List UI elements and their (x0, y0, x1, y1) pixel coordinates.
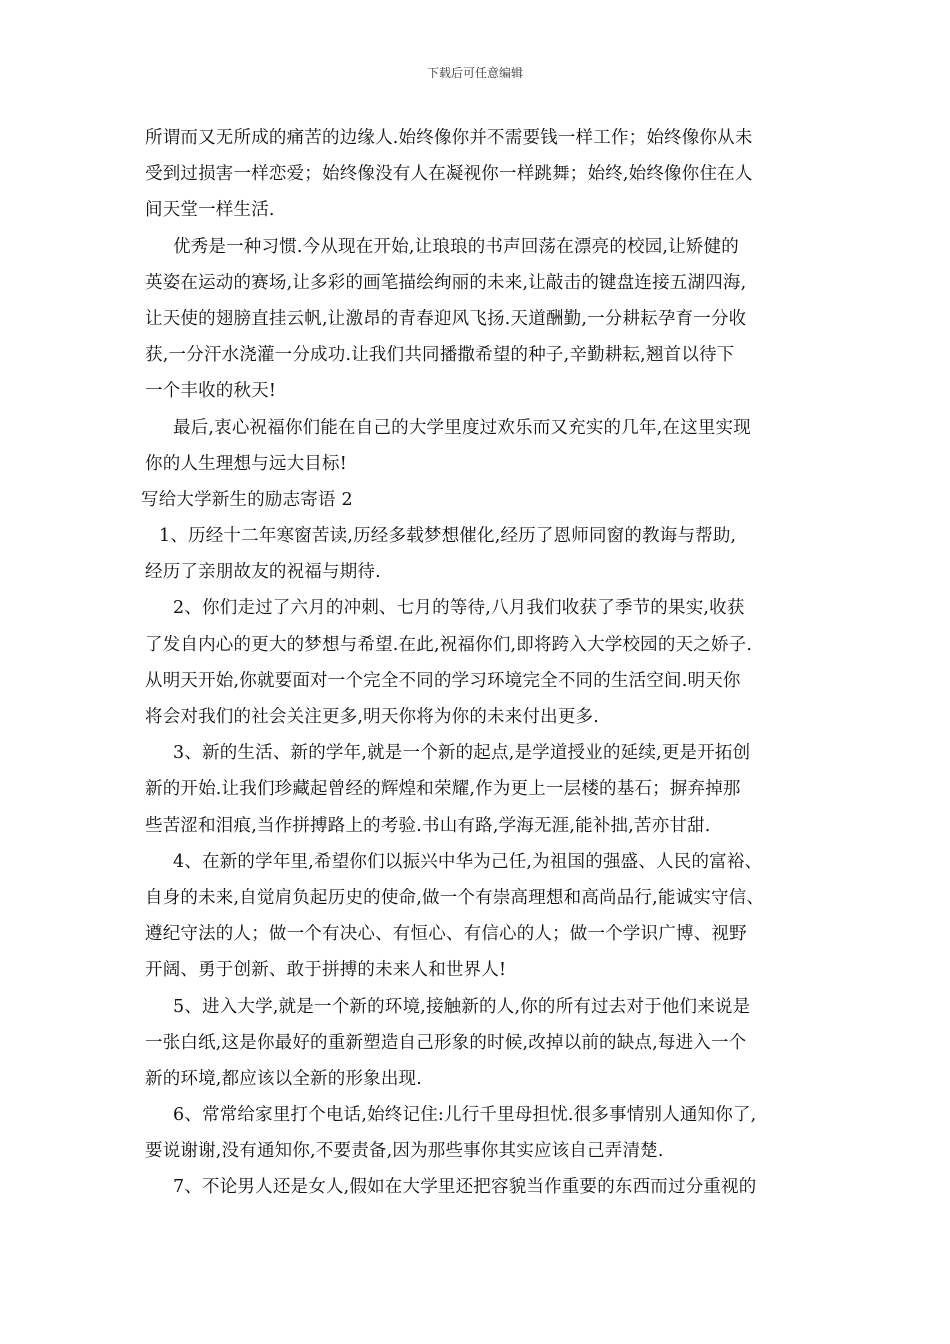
text-line: 优秀是一种习惯.今从现在开始,让琅琅的书声回荡在漂亮的校园,让矫健的 (173, 236, 739, 257)
text-line: 自身的未来,自觉肩负起历史的使命,做一个有崇高理想和高尚品行,能诚实守信、 (145, 887, 765, 908)
section-heading (141, 482, 825, 518)
text-line: 将会对我们的社会关注更多,明天你将为你的未来付出更多. (145, 707, 600, 727)
page-header: 下载后可任意编辑 (426, 66, 523, 80)
text-line: 4、在新的学年里,希望你们以振兴中华为己任,为祖国的强盛、人民的富裕、 (173, 851, 763, 872)
text-line: 新的开始.让我们珍藏起曾经的辉煌和荣耀,作为更上一层楼的基石；摒弃掉那 (145, 779, 741, 800)
text-line: 7、不论男人还是女人,假如在大学里还把容貌当作重要的东西而过分重视的 (173, 1177, 757, 1198)
document-body (141, 120, 825, 1206)
text-line: 从明天开始,你就要面对一个完全不同的学习环境完全不同的生活空间.明天你 (145, 670, 741, 691)
text-line: 受到过损害一样恋爱；始终像没有人在凝视你一样跳舞；始终,始终像你住在人 (145, 164, 753, 185)
text-line: 遵纪守法的人；做一个有决心、有恒心、有信心的人；做一个学识广博、视野 (145, 924, 747, 945)
text-line: 写给大学新生的励志寄语 2 (141, 489, 353, 510)
text-line: 要说谢谢,没有通知你,不要责备,因为那些事你其实应该自己弄清楚. (145, 1141, 664, 1162)
text-line: 一张白纸,这是你最好的重新塑造自己形象的时候,改掉以前的缺点,每进入一个 (145, 1032, 747, 1053)
text-line: 所谓而又无所成的痛苦的边缘人.始终像你并不需要钱一样工作；始终像你从未 (145, 128, 753, 148)
paragraph (145, 229, 825, 410)
text-line: 5、进入大学,就是一个新的环境,接触新的人,你的所有过去对于他们来说是 (173, 996, 751, 1017)
paragraph (145, 554, 825, 590)
text-line: 英姿在运动的赛场,让多彩的画笔描绘绚丽的未来,让敲击的键盘连接五湖四海, (145, 272, 747, 293)
text-line: 6、常常给家里打个电话,始终记住:儿行千里母担忧.很多事情别人通知你了, (173, 1105, 757, 1126)
text-line: 经历了亲朋故友的祝福与期待. (145, 562, 381, 583)
text-line: 2、你们走过了六月的冲刺、七月的等待,八月我们收获了季节的果实,收获 (173, 598, 745, 619)
text-line: 获,一分汗水浇灌一分成功.让我们共同播撒希望的种子,辛勤耕耘,翘首以待下 (145, 345, 735, 366)
text-line: 了发自内心的更大的梦想与希望.在此,祝福你们,即将跨入大学校园的天之娇子. (145, 634, 753, 655)
paragraph (145, 1097, 825, 1169)
text-line: 些苦涩和泪痕,当作拼搏路上的考验.书山有路,学海无涯,能补拙,苦亦甘甜. (145, 815, 711, 836)
paragraph (145, 410, 825, 482)
text-line: 新的环境,都应该以全新的形象出现. (145, 1068, 423, 1089)
text-line: 开阔、勇于创新、敢于拼搏的未来人和世界人! (145, 960, 507, 981)
paragraph (145, 1169, 825, 1205)
paragraph (145, 735, 825, 844)
paragraph (145, 120, 825, 229)
text-line: 你的人生理想与远大目标! (145, 453, 347, 474)
text-line: 3、新的生活、新的学年,就是一个新的起点,是学道授业的延续,更是开拓创 (173, 743, 751, 764)
text-line: 一个丰收的秋天! (145, 381, 277, 402)
text-line: 间天堂一样生活. (145, 200, 275, 221)
paragraph (145, 518, 825, 554)
text-line: 1、历经十二年寒窗苦读,历经多载梦想催化,经历了恩师同窗的教诲与帮助, (159, 526, 737, 547)
text-line: 让天使的翅膀直挂云帆,让激昂的青春迎风飞扬.天道酬勤,一分耕耘孕育一分收 (145, 308, 747, 329)
text-line: 最后,衷心祝福你们能在自己的大学里度过欢乐而又充实的几年,在这里实现 (173, 417, 751, 438)
paragraph (145, 989, 825, 1098)
paragraph (145, 590, 825, 735)
paragraph (145, 844, 825, 989)
